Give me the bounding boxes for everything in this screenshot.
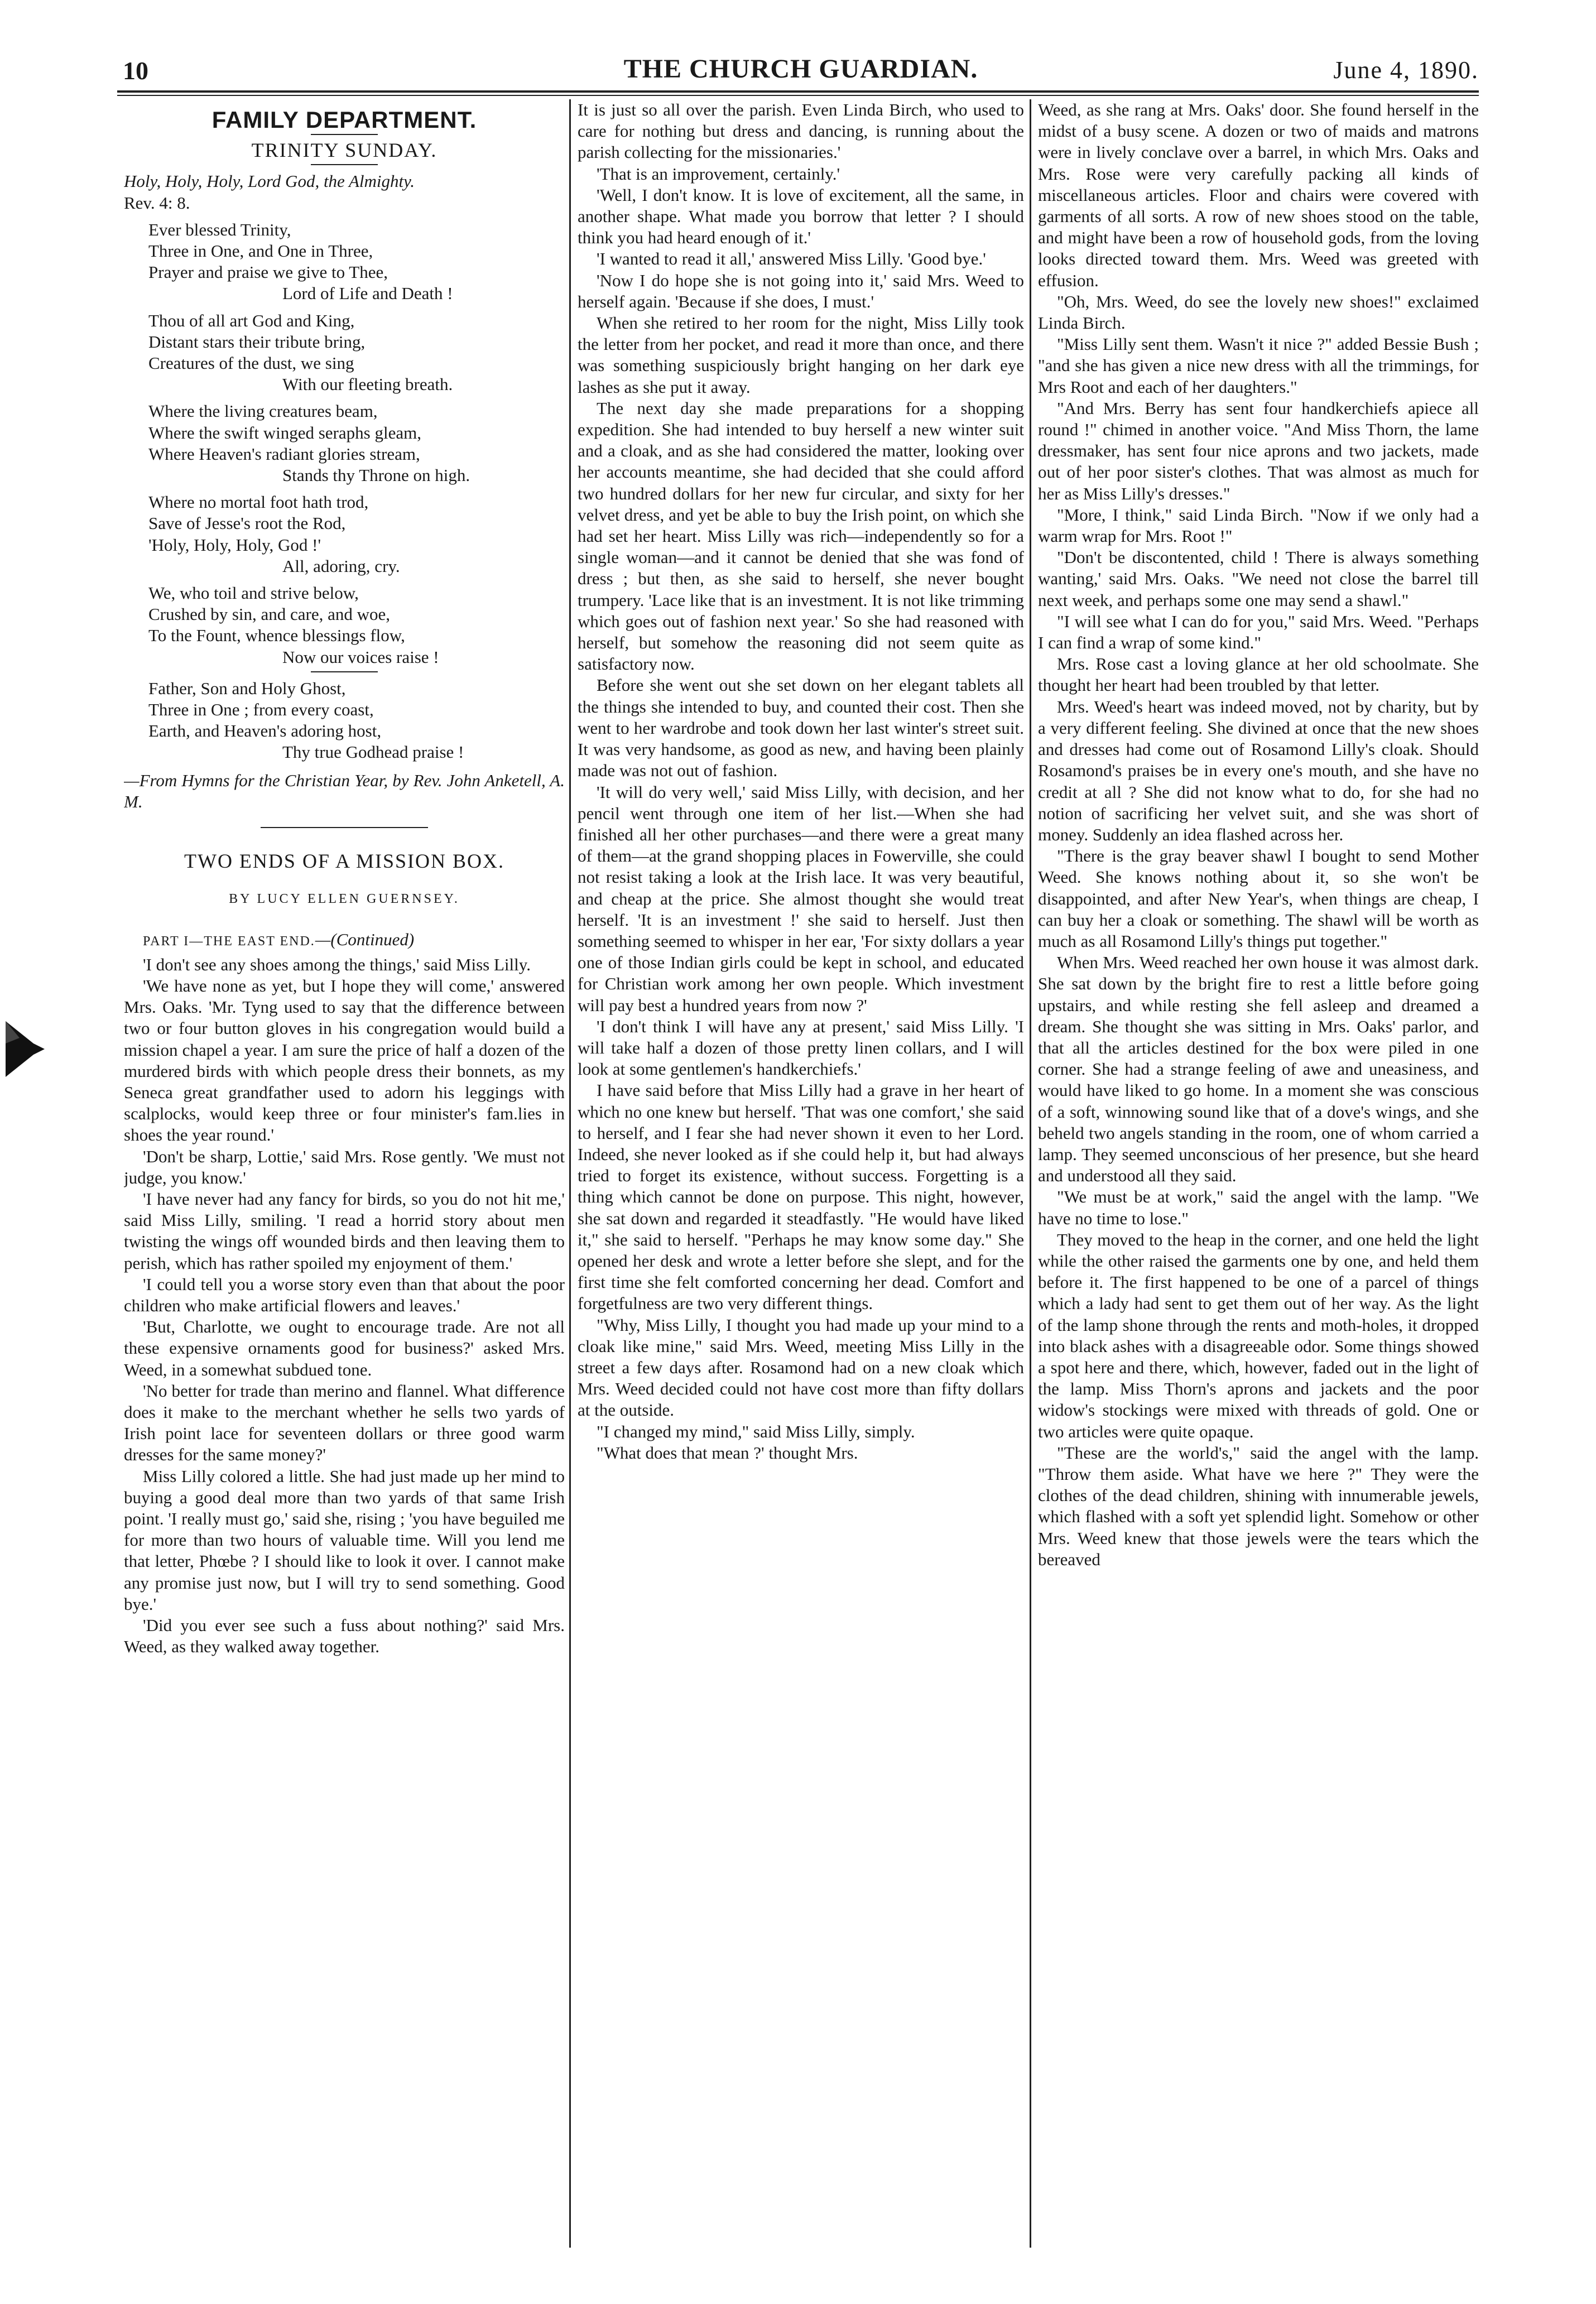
poem-line: Father, Son and Holy Ghost, <box>148 678 346 698</box>
paragraph: 'Did you ever see such a fuss about nothing?' said Mrs. Weed, as they walked away together. <box>124 1615 565 1657</box>
poem-line: Ever blessed Trinity, <box>148 219 291 239</box>
poem-line: Where the living creatures beam, <box>148 401 378 421</box>
poem-line: Stands thy Throne on high. <box>282 465 470 485</box>
paragraph: "These are the world's," said the angel with the lamp. "Throw them aside. What have we here ?" They were the clothes of the dead children, shining with innumerable jewels, which flashed with a soft yet splendid light. Somehow or other Mrs. Weed knew that those jewels were the tears which the bereaved <box>1038 1442 1479 1569</box>
masthead-rule-thick <box>117 90 1479 93</box>
paragraph: 'I have never had any fancy for birds, so you do not hit me,' said Miss Lilly, smiling. 'I read a horrid story about men twisting the wings off wounded birds and then leaving them to perish, which has rather spoiled my enjoyment of them.' <box>124 1189 565 1273</box>
paragraph: I have said before that Miss Lilly had a grave in her heart of which no one knew but herself. 'That was one comfort,' she said to herself, and I fear she had never shown it even to her Lord. Indeed, she never looked as if she could help it, but had always tried to forget its existence, without success. Forgetting is a thing which cannot be done on purpose. This night, however, she sat down and regarded it steadfastly. "He would have liked it," she said to herself. "Perhaps he may know some day." She opened her desk and wrote a letter before she slept, and for the first time she felt comforted concerning her dead. Comfort and forgetfulness are two very different things. <box>578 1080 1024 1314</box>
poem-line: Prayer and praise we give to Thee, <box>148 262 388 282</box>
column-divider <box>1030 99 1031 2248</box>
poem-stanza <box>124 310 565 396</box>
poem-line: 'Holy, Holy, Holy, God !' <box>148 535 321 555</box>
column-divider <box>569 99 571 2248</box>
story-title: TWO ENDS OF A MISSION BOX. <box>184 850 505 873</box>
poem-line: Crushed by sin, and care, and woe, <box>148 604 391 624</box>
story-byline: BY LUCY ELLEN GUERNSEY. <box>229 892 460 907</box>
paragraph: 'That is an improvement, certainly.' <box>597 163 840 184</box>
epigraph: Holy, Holy, Holy, Lord God, the Almighty. <box>124 171 415 191</box>
paragraph: The next day she made preparations for a shopping expedition. She had intended to buy herself a new winter suit and a cloak, and as she had considered the matter, looking over her accounts meantime, she had decided that she could afford two hundred dollars for her new fur circular, and sixty for her velvet dress, and yet be able to buy the Irish point, on which she had set her heart. Miss Lilly was rich—independently so for a single woman—and it cannot be denied that she was fond of dress ; but then, as she said to herself, she never bought trumpery. 'Lace like that is an investment. It is not like trimming which goes out of fashion next year.' So she had reasoned with herself, but somehow the reasoning did not seem quite as satisfactory now. <box>578 398 1024 674</box>
paragraph: 'We have none as yet, but I hope they will come,' answered Mrs. Oaks. 'Mr. Tyng used to say that the difference between two or four button gloves in his congregation would build a mission chapel a year. I am sure the price of half a dozen of the murdered birds with which people dress their bonnets, as my Seneca great grandfather used to adorn his leggings with scalplocks, would keep three or four minister's fam.lies in shoes the year round.' <box>124 975 565 1145</box>
paragraph: 'No better for trade than merino and flannel. What difference does it make to the merchant whether he sells two yards of Irish point lace for seventeen dollars or three good warm dresses for the same money?' <box>124 1381 565 1465</box>
section-divider <box>261 827 428 828</box>
paragraph: 'I don't see any shoes among the things,' said Miss Lilly. <box>143 954 531 974</box>
paragraph: Weed, as she rang at Mrs. Oaks' door. She found herself in the midst of a busy scene. A dozen or two of maids and matrons were in lively conclave over a barrel, in which Mrs. Oaks and Mrs. Rose were very carefully packing all kinds of miscellaneous articles. Floor and chairs were covered with garments of all sorts. A row of new shoes stood on the table, and might have been a row of household gods, from the loving looks directed toward them. Mrs. Weed was greeted with effusion. <box>1038 100 1479 290</box>
paragraph: 'Don't be sharp, Lottie,' said Mrs. Rose gently. 'We must not judge, you know.' <box>124 1146 565 1187</box>
poem-line: Earth, and Heaven's adoring host, <box>148 721 382 741</box>
poem-line: Where Heaven's radiant glories stream, <box>148 444 420 464</box>
poem-line: Where no mortal foot hath trod, <box>148 492 369 512</box>
paragraph: "Oh, Mrs. Weed, do see the lovely new shoes!" exclaimed Linda Birch. <box>1038 291 1479 333</box>
paragraph: It is just so all over the parish. Even Linda Birch, who used to care for nothing but dress and dancing, is running about the parish collecting for the missionaries.' <box>578 100 1024 162</box>
newspaper-title: THE CHURCH GUARDIAN. <box>623 54 978 84</box>
poem-line: We, who toil and strive below, <box>148 583 359 603</box>
paragraph: "There is the gray beaver shawl I bought to send Mother Weed. She knows nothing about it, so she won't be disappointed, and after New Year's, when things are cheap, I can buy her a cloak or something. The shawl will be worth as much as all Rosamond Lilly's things put together." <box>1038 846 1479 951</box>
paragraph: "I will see what I can do for you," said Mrs. Weed. "Perhaps I can find a wrap of some kind." <box>1038 611 1479 653</box>
paragraph: 'Now I do hope she is not going into it,' said Mrs. Weed to herself again. 'Because if she does, I must.' <box>578 270 1024 311</box>
poem-line: Lord of Life and Death ! <box>282 283 453 304</box>
paragraph: 'But, Charlotte, we ought to encourage trade. Are not all these expensive ornaments good for business?' asked Mrs. Weed, in a somewhat subdued tone. <box>124 1317 565 1379</box>
paragraph: "Don't be discontented, child ! There is always something wanting,' said Mrs. Oaks. "We need not close the barrel till next week, and perhaps some one may send a shawl." <box>1038 547 1479 610</box>
paragraph: 'I wanted to read it all,' answered Miss Lilly. 'Good bye.' <box>597 249 986 269</box>
heading-rule <box>311 164 378 165</box>
paragraph: When she retired to her room for the night, Miss Lilly took the letter from her pocket, and read it more than once, and there was something suspiciously bright hanging on her dark eye lashes as she put it away. <box>578 313 1024 397</box>
poem-stanza <box>124 492 565 577</box>
poem-stanza <box>124 401 565 486</box>
poem-line: With our fleeting breath. <box>282 374 453 395</box>
masthead-rule-thin <box>117 95 1479 96</box>
masthead <box>123 51 1479 85</box>
paragraph: "I changed my mind," said Miss Lilly, simply. <box>597 1421 915 1441</box>
heading-rule <box>311 134 378 135</box>
stanza-rule <box>311 671 378 672</box>
paragraph: Miss Lilly colored a little. She had just made up her mind to buying a good deal more than two yards of that same Irish point. 'I really must go,' said she, rising ; 'you have beguiled me for more than two hours of valuable time. Will you lend me that letter, Phœbe ? I should like to look it over. I cannot make any promise just now, but I will try to send something. Good bye.' <box>124 1466 565 1614</box>
poem-line: Now our voices raise ! <box>282 647 439 667</box>
pointing-hand-icon <box>0 1010 50 1088</box>
part-continued: —(Continued) <box>315 929 415 949</box>
page-number: 10 <box>123 56 148 85</box>
paragraph: 'Well, I don't know. It is love of excitement, all the same, in another shape. What made you borrow that letter ? I should think you had heard enough of it.' <box>578 185 1024 248</box>
section-heading: FAMILY DEPARTMENT. <box>211 107 477 133</box>
epigraph-reference: Rev. 4: 8. <box>124 193 190 213</box>
paragraph: "And Mrs. Berry has sent four handkerchiefs apiece all round !" chimed in another voice. "And Miss Thorn, the lame dressmaker, has sent four nice aprons and two jackets, made out of her poor sister's clothes. That was almost as much for her as Miss Lilly's dresses." <box>1038 398 1479 503</box>
paragraph: "More, I think," said Linda Birch. "Now if we only had a warm wrap for Mrs. Root !" <box>1038 504 1479 546</box>
paragraph: When Mrs. Weed reached her own house it was almost dark. She sat down by the bright fire to rest a little before going upstairs, and while resting she fell asleep and dreamed a dream. She thought she was sitting in Mrs. Oaks' parlor, and that all the articles destined for the box were piled in one corner. She had a strange feeling of awe and uneasiness, and would have liked to go home. In a moment she was conscious of a soft, winnowing sound like that of a dove's wings, and she beheld two angels standing in the room, one of whom carried a lamp. They seemed unconscious of her presence, but she heard and understood all they said. <box>1038 953 1479 1186</box>
poem-line: Where the swift winged seraphs gleam, <box>148 422 421 442</box>
poem-attribution: —From Hymns for the Christian Year, by Rev. John Anketell, A. M. <box>124 770 565 811</box>
paragraph: 'It will do very well,' said Miss Lilly, with decision, and her pencil went through one item of her list.—When she had finished all her other purchases—and there were a great many of them—at the grand shopping places in Fowerville, she could not resist taking a look at the Irish lace. It was very beautiful, and cheap at the price. She almost thought she would treat herself. 'It is an investment !' she said to herself. Just then something seemed to whisper in her ear, 'For sixty dollars a year one of those Indian girls could be kept in school, and educated for Christian work among her own people. Which investment will pay best a hundred years from now ?' <box>578 782 1024 1015</box>
paragraph: "Miss Lilly sent them. Wasn't it nice ?" added Bessie Bush ; "and she has given a nice new dress with all the trimmings, for Mrs Root and each of her daughters." <box>1038 334 1479 397</box>
poem-title: TRINITY SUNDAY. <box>251 139 438 162</box>
paragraph: "We must be at work," said the angel with the lamp. "We have no time to lose." <box>1038 1187 1479 1228</box>
issue-date: June 4, 1890. <box>1333 56 1479 84</box>
column-1 <box>124 99 565 2248</box>
poem-stanza <box>124 219 565 305</box>
part-label: PART I—THE EAST END. <box>143 934 315 949</box>
paragraph: "What does that mean ?' thought Mrs. <box>597 1442 858 1463</box>
poem-line: Three in One, and One in Three, <box>148 241 373 261</box>
poem-stanza <box>124 583 565 668</box>
paragraph: "Why, Miss Lilly, I thought you had made up your mind to a cloak like mine," said Mrs. Weed, meeting Miss Lilly in the street a few days after. Rosamond had on a new cloak which Mrs. Weed decided could not have cost more than fifty dollars at the outside. <box>578 1315 1024 1420</box>
poem-line: Save of Jesse's root the Rod, <box>148 513 346 533</box>
column-2 <box>578 99 1024 2248</box>
paragraph: Mrs. Rose cast a loving glance at her old schoolmate. She thought her heart had been troubled by that letter. <box>1038 654 1479 695</box>
paragraph: 'I don't think I will have any at present,' said Miss Lilly. 'I will take half a dozen of those pretty linen collars, and I will look at some gentlemen's handkerchiefs.' <box>578 1016 1024 1079</box>
poem-line: All, adoring, cry. <box>282 556 400 576</box>
poem-line: Distant stars their tribute bring, <box>148 331 366 352</box>
part-heading <box>124 929 565 952</box>
poem-line: To the Fount, whence blessings flow, <box>148 626 405 646</box>
column-3 <box>1038 99 1479 2248</box>
poem-line: Creatures of the dust, we sing <box>148 353 354 373</box>
paragraph: Before she went out she set down on her elegant tablets all the things she intended to buy, and counted their cost. Then she went to her wardrobe and took down her last winter's street suit. It was very handsome, as good as new, and having been plainly made was not out of fashion. <box>578 675 1024 781</box>
poem-line: Thou of all art God and King, <box>148 310 355 330</box>
paragraph: Mrs. Weed's heart was indeed moved, not by charity, but by a very different feeling. She divined at once that the new shoes and dresses had come out of Rosamond Lilly's cloak. Should Rosamond's praises be in every one's mouth, and she have no credit at all ? She did not know what to do, for she had no notion of sacrificing her velvet suit, and she was short of money. Suddenly an idea flashed across her. <box>1038 696 1479 844</box>
poem-line: Thy true Godhead praise ! <box>282 742 464 762</box>
paragraph: They moved to the heap in the corner, and one held the light while the other raised the garments one by one, and held them before it. The first happened to be one of a parcel of things which a lady had sent to get them out of her way. As the light of the lamp shone through the rents and moth-holes, it dropped into black ashes with a disagreeable odor. Some things showed a spot here and there, which, however, faded out in the light of the lamp. Miss Thorn's aprons and jackets and the poor widow's stockings were mixed with threads of gold. One or two articles were quite opaque. <box>1038 1229 1479 1441</box>
poem-line: Three in One ; from every coast, <box>148 700 374 720</box>
poem-stanza <box>124 678 565 763</box>
paragraph: 'I could tell you a worse story even than that about the poor children who make artificial flowers and leaves.' <box>124 1274 565 1315</box>
